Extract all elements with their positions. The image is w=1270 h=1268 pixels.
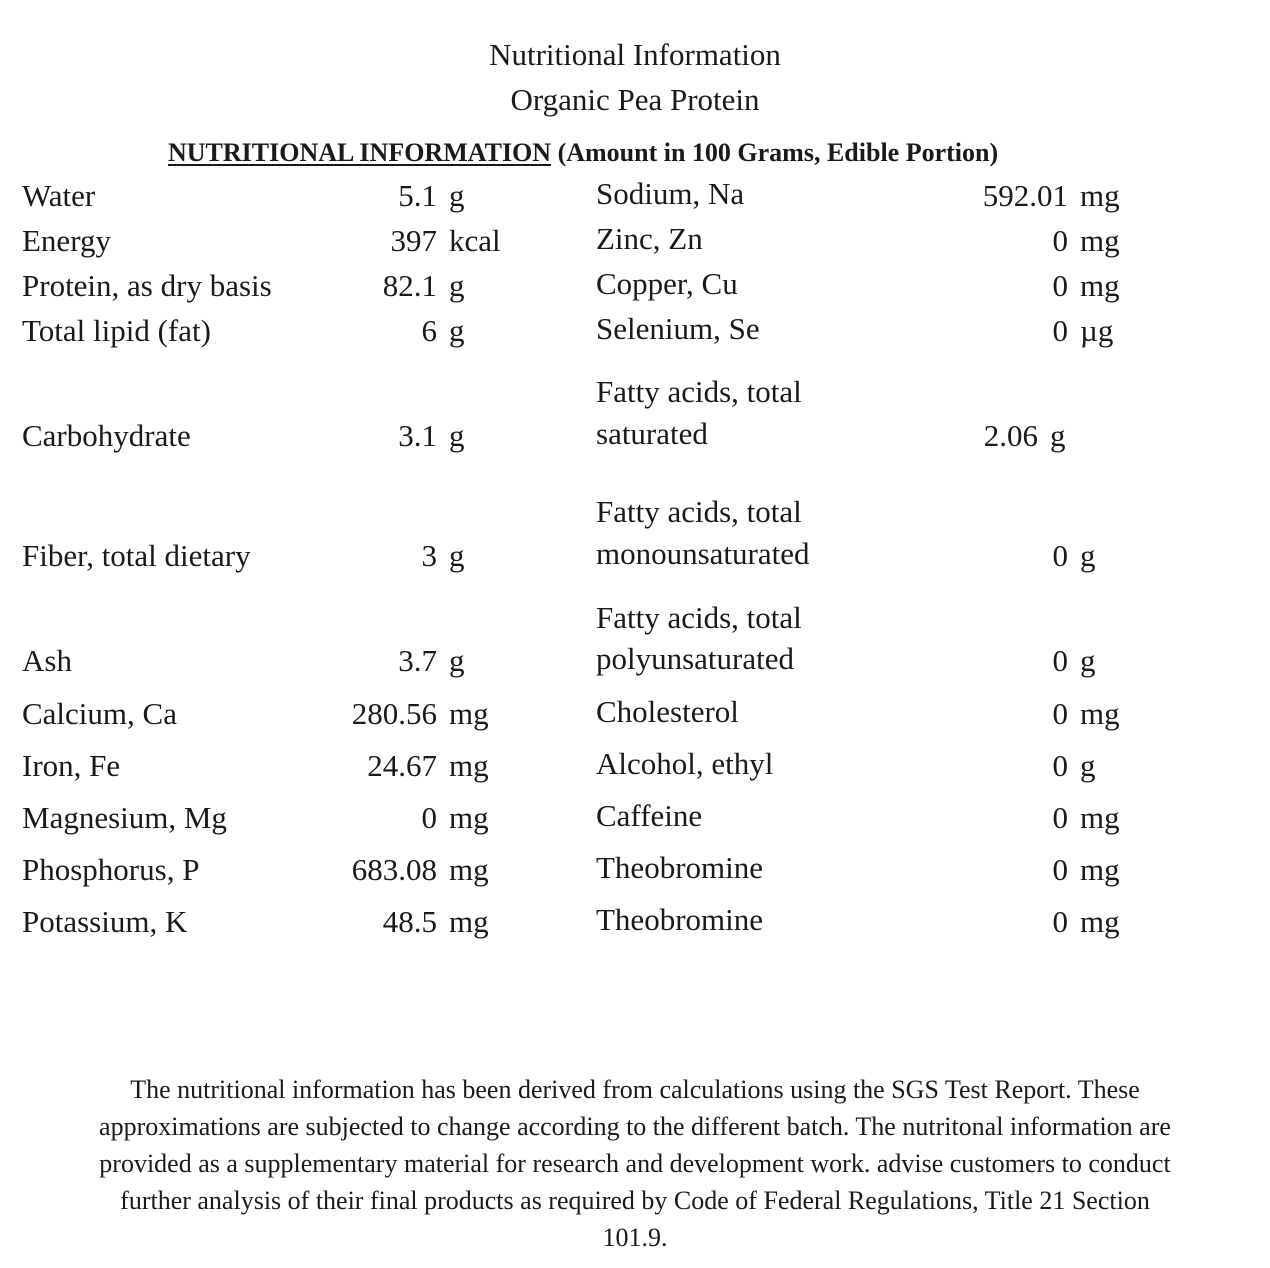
nutrient-name: Theobromine [596,902,764,937]
nutrient-name: Fatty acids, total [596,600,802,635]
nutrient-name: Fatty acids, total [596,374,802,409]
nutrient-value: 0 g [1052,538,1096,573]
nutrient-value: 0 µg [1052,313,1114,348]
disclaimer-line: 101.9. [602,1223,668,1252]
disclaimer [20,1071,1250,1256]
nutrient-value: 0 mg [1052,904,1120,939]
disclaimer-line: further analysis of their final products as required by Code of Federal Regulations, Title 21 Section [120,1186,1150,1215]
nutrient-value: 592.01 mg [982,178,1120,213]
nutrient-value: 0 mg [1052,223,1120,258]
nutrient-value: 3 g [421,538,465,573]
nutrient-name: Carbohydrate [22,418,191,453]
nutrient-value: 0 mg [1052,696,1120,731]
nutrient-value: 5.1 g [398,178,465,213]
nutrient-name-cont: monounsaturated [596,536,810,571]
nutrient-name: Protein, as dry basis [22,268,272,303]
nutrient-name: Potassium, K [22,904,188,939]
table-heading [168,137,998,169]
table-heading-underlined: NUTRITIONAL INFORMATION [168,138,552,167]
nutrient-value: 280.56 mg [351,696,489,731]
nutrient-value: 0 g [1052,643,1096,678]
nutrient-name: Copper, Cu [596,266,738,301]
nutrient-value: 3.7 g [398,643,465,678]
nutrient-name: Theobromine [596,850,764,885]
nutrient-value: 6 g [421,313,465,348]
table-heading-rest: (Amount in 100 Grams, Edible Portion) [551,138,999,167]
disclaimer-line: provided as a supplementary material for research and development work. advise customers to conduct [99,1149,1171,1178]
nutrient-value: 0 mg [1052,852,1120,887]
nutrient-name: Ash [22,643,72,678]
disclaimer-line: The nutritional information has been derived from calculations using the SGS Test Report. These [130,1075,1140,1104]
nutrient-name: Energy [22,223,111,258]
nutrient-name: Fiber, total dietary [22,538,251,573]
nutrient-value: 2.06 g [983,418,1066,453]
product-name: Organic Pea Protein [510,82,760,117]
nutrient-value: 24.67 mg [367,748,489,783]
nutrient-name: Selenium, Se [596,311,760,346]
nutrient-name: Calcium, Ca [22,696,177,731]
nutrient-value: 683.08 mg [351,852,489,887]
nutrient-name: Cholesterol [596,694,739,729]
nutrient-value: 397 kcal [390,223,501,258]
nutrient-name-cont: saturated [596,416,708,451]
nutrient-name: Magnesium, Mg [22,800,227,835]
nutrient-value: 48.5 mg [382,904,489,939]
nutrient-name: Total lipid (fat) [22,313,211,348]
nutrient-value: 3.1 g [398,418,465,453]
nutrient-name: Fatty acids, total [596,494,802,529]
nutrient-value: 0 mg [1052,268,1120,303]
nutrient-name: Caffeine [596,798,703,833]
nutrient-name: Zinc, Zn [596,221,703,256]
nutrient-name: Alcohol, ethyl [596,746,774,781]
nutrient-value: 82.1 g [382,268,465,303]
nutrient-name: Iron, Fe [22,748,121,783]
nutrient-name: Sodium, Na [596,176,745,211]
page-title: Nutritional Information [489,37,781,72]
nutrient-name-cont: polyunsaturated [596,641,795,676]
nutrient-value: 0 mg [421,800,489,835]
nutrient-name: Phosphorus, P [22,852,200,887]
nutrient-value: 0 mg [1052,800,1120,835]
nutrient-value: 0 g [1052,748,1096,783]
disclaimer-line: approximations are subjected to change according to the different batch. The nutritonal information are [99,1112,1171,1141]
nutrient-name: Water [22,178,96,213]
